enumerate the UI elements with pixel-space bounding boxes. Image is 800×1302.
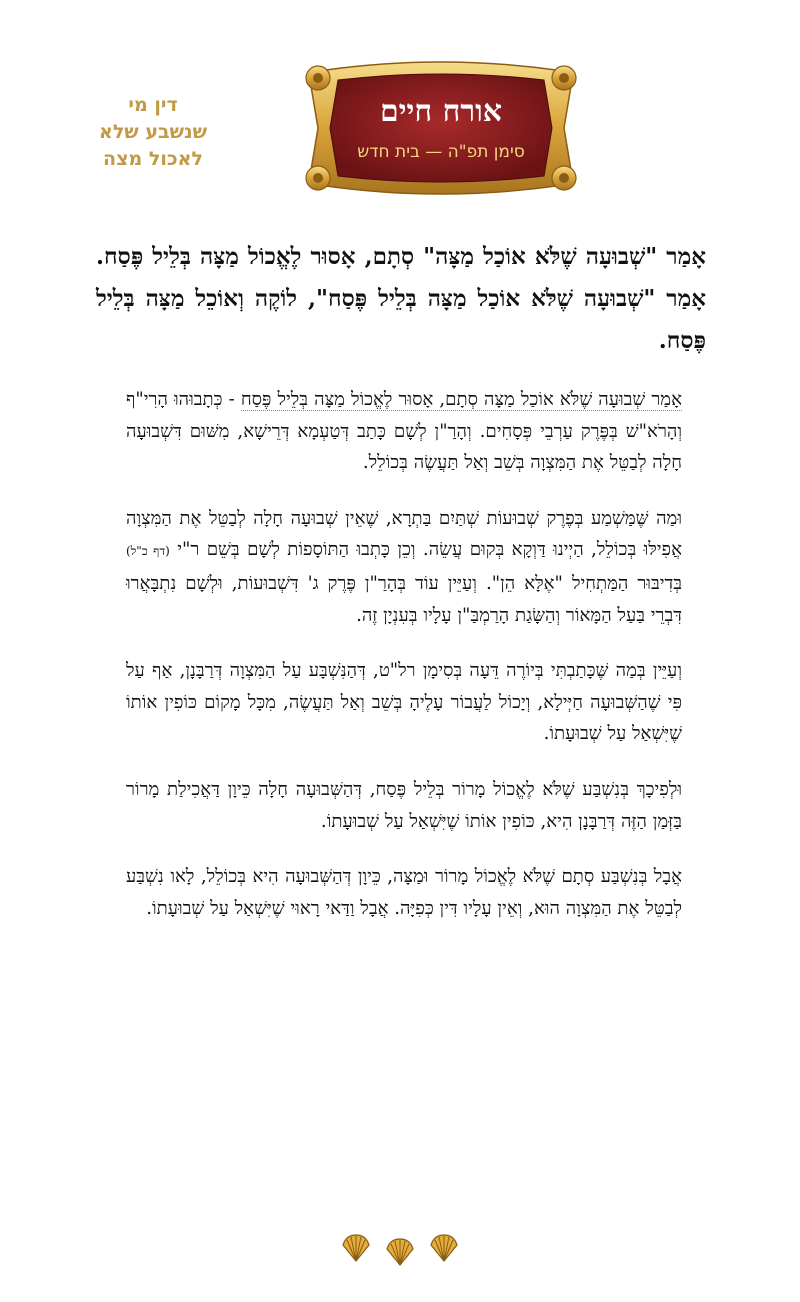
shell-icon bbox=[428, 1232, 460, 1264]
section-title bbox=[88, 92, 218, 173]
shell-icon bbox=[384, 1236, 416, 1268]
dibbur-hamatchil: אָמַר שְׁבוּעָה שֶׁלֹּא אוֹכַל מַצָּה סְתָם, אָסוּר לֶאֱכוֹל מַצָּה בְּלֵיל פֶּסַח bbox=[240, 389, 682, 410]
scroll-banner bbox=[298, 52, 584, 204]
footer-ornament bbox=[340, 1232, 460, 1266]
section-title-line: שנשבע שלא bbox=[98, 121, 208, 143]
commentary-paragraph bbox=[126, 503, 682, 631]
commentary-paragraph: וְעַיֵּין בְּמַה שֶּׁכָּתַבְתִּי בְּיוֹרֶה דֵּעָה בְּסִימָן רל"ט, דְּהַנִּשְׁבָּע עַל הַמִּצְוָה דְּרַבָּנָן, אַף עַל פִּי שֶׁהַשְּׁבוּעָה חַיְּילָא, וְיָכוֹל לַעֲבוֹר עָלֶיהָ בְּשֵׁב וְאַל תַּעֲשֶׂה, מִכָּל מָקוֹם כּוֹפִין אוֹתוֹ שֶׁיִּשְׁאַל עַל שְׁבוּעָתוֹ. bbox=[126, 660, 682, 745]
commentary-paragraph: אֲבָל בְּנִשְׁבַּע סְתָם שֶׁלֹּא לֶאֱכוֹל מָרוֹר וּמַצָּה, כֵּיוָן דְּהַשְּׁבוּעָה הִיא בְּכוֹלֵל, לָאו נִשְׁבַּע לְבַטֵּל אֶת הַמִּצְוָה הוּא, וְאֵין עָלָיו דִּין כְּפִיָּה. אֲבָל וַדַּאי רָאוּי שֶׁיִּשְׁאַל עַל שְׁבוּעָתוֹ. bbox=[126, 866, 682, 919]
page-title: אורח חיים bbox=[379, 94, 503, 129]
commentary-paragraph: וּלְפִיכָךְ בְּנִשְׁבַּע שֶׁלֹּא לֶאֱכוֹל מָרוֹר בְּלֵיל פֶּסַח, דְּהַשְּׁבוּעָה חָלָה כֵּיוָן דַּאֲכִילַת מָרוֹר בַּזְּמַן הַזֶּה דְּרַבָּנָן הִיא, כּוֹפִין אוֹתוֹ שֶׁיִּשְׁאַל עַל שְׁבוּעָתוֹ. bbox=[126, 778, 682, 832]
section-title-line: דין מי bbox=[128, 94, 178, 116]
commentary-text: וּמַה שֶּׁמַּשְׁמַע בְּפֶרֶק שְׁבוּעוֹת שְׁתַּיִם בַּתְרָא, שֶׁאֵין שְׁבוּעָה חָלָה לְבַטֵּל אֶת הַמִּצְוָה אֲפִילּוּ בְּכוֹלֵל, הַיְינוּ דַּוְקָא בְּקוּם עֲשֵׂה. וְכֵן כָּתְבוּ הַתּוֹסָפוֹת לְשָׁם בְּשֵׁם ר"י bbox=[126, 507, 682, 561]
main-text: אָמַר "שְׁבוּעָה שֶׁלֹּא אוֹכַל מַצָּה" סְתָם, אָסוּר לֶאֱכוֹל מַצָּה בְּלֵיל פֶּסַח. אָמַר "שְׁבוּעָה שֶׁלֹּא אוֹכַל מַצָּה בְּלֵיל פֶּסַח", לוֹקֶה וְאוֹכֵל מַצָּה בְּלֵיל פֶּסַח. bbox=[96, 243, 706, 354]
shell-icon bbox=[340, 1232, 372, 1264]
page-subtitle: סימן תפ"ה — בית חדש bbox=[357, 142, 525, 162]
commentary-paragraph bbox=[126, 384, 682, 479]
commentary bbox=[126, 384, 682, 924]
page-reference: (דף כ"ל) bbox=[126, 544, 170, 559]
commentary-text: - כְּתָבוּהוּ הָרִי"ף וְהָרֹא"שׁ בְּפֶּרֶק עַרְבֵי פְּסָחִים. וְהָרַ"ן לְשָׁם כָּתַב דְּטַעְמָא דְּרֵישָׁא, מִשּׁוּם דִּשְׁבוּעָה חָלָה לְבַטֵּל אֶת הַמִּצְוָה בְּשֵׁב וְאַל תַּעֲשֶׂה בְּכוֹלֵל. bbox=[126, 389, 682, 474]
section-title-line: לאכול מצה bbox=[103, 148, 203, 170]
commentary-text: בְּדִיבּוּר הַמַּתְחִיל "אֶלָּא הֵן". וְעַיֵּין עוֹד בְּהָרַ"ן פֶּרֶק ג' דִּשְׁבוּעוֹת, וּלְשָׁם נִתְבָּאֲרוּ דִּבְרֵי בַּעַל הַמָּאוֹר וְהַשָּׂגַת הָרַמְבַּ"ן עָלָיו בְּעִנְיָן זֶה. bbox=[126, 572, 682, 626]
